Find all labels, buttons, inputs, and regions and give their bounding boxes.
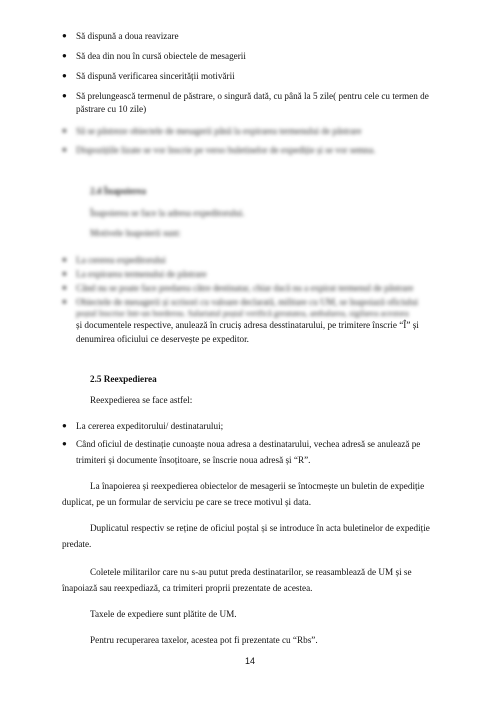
section-heading: 2.5 Reexpedierea (90, 374, 157, 384)
bullet-icon: ● (62, 126, 67, 135)
document-page: ● Să dispună a doua reavizare ● Să dea din nou în cursă obiectele de mesagerii ● Să dispună verificarea sincerității motivării ● Să prelungească termenul de păstrare, o singură dată, cu până la 5 zile( pentru cele cu termen de păstrare cu 10 zile) ● Să se păstreze obiectele de mesagerii până la expirarea termenului de păstrare ● Dispozițiile lizate se vor înscrie pe verso buletinelor de expediție și se vor semna. 2.4 Înapoierea Înapoierea se face la adresa expeditorului. Motivele înapoierii sunt: ● La cererea expeditorului ● La expirarea termenului de păstrare ● Când nu se poate face predarea către destinatar, chiar dacă nu a expirat termenul de păstrare ● Obiectele de mesagerii și scrisori cu valoare declarată, militare cu UM, se înapoiază oficiului poștal înscrise într-un borderou. Salariatul poștal verifică greutatea, ambalarea, sigilarea acestora și documentele respective, anulează în cruciș adresa desstinatarului, pe trimitere înscrie “Î” și denumirea oficiului ce deservește pe expeditor. 2.5 Reexpedierea Reexpedierea se face astfel: ● La cererea expeditorului/ destinatarului; ● Când oficiul de destinație cunoaște noua adresa a destinatarului, vechea adresă se anulează pe trimiteri și documente însoțitoare, se înscrie noua adresă și “R”. La înapoierea și reexpedierea obiectelor de mesagerii se întocmește un buletin de expediție duplicat, pe un formular de serviciu pe care se trece motivul și data. Duplicatul respectiv se reține de oficiul poștal și se introduce în acta buletinelor de expediție predate. Coletele militarilor care nu s-au putut preda destinatarilor, se reasamblează de UM și se înapoiază sau reexpediază, ca trimiteri proprii prezentate de acestea. Taxele de expediere sunt plătite de UM. Pentru recuperarea taxelor, acestea pot fi prezentate cu “Rbs”. 14 (0, 0, 500, 707)
bullet-icon: ● (62, 91, 67, 100)
bullet-icon: ● (62, 31, 67, 40)
bullet-icon: ● (62, 255, 67, 264)
list-item-continuation: păstrare cu 10 zile) (76, 104, 147, 114)
bullet-icon: ● (62, 439, 67, 448)
paragraph: Motivele înapoierii sunt: (90, 228, 181, 238)
bullet-icon: ● (62, 269, 67, 278)
bullet-icon: ● (62, 145, 67, 154)
paragraph-line: înapoiază sau reexpediază, ca trimiteri proprii prezentate de acestea. (62, 583, 313, 593)
paragraph-line: predate. (62, 539, 92, 549)
bullet-icon: ● (62, 297, 67, 306)
bullet-icon: ● (62, 421, 67, 430)
paragraph-line: poștal înscrise într-un borderou. Salariatul poștal verifică greutatea, ambalarea, sigilarea acestora (76, 308, 409, 318)
list-item-continuation: trimiteri și documente însoțitoare, se înscrie noua adresă și “R”. (76, 455, 311, 465)
paragraph-line: și documentele respective, anulează în cruciș adresa desstinatarului, pe trimitere înscrie “Î” și (76, 320, 419, 330)
paragraph: Reexpedierea se face astfel: (90, 395, 193, 405)
paragraph-line: denumirea oficiului ce deservește pe expeditor. (76, 334, 249, 344)
paragraph-line: Duplicatul respectiv se reține de oficiul poștal și se introduce în acta buletinelor de expediție (90, 523, 430, 533)
paragraph: Taxele de expediere sunt plătite de UM. (90, 609, 237, 619)
bullet-icon: ● (62, 283, 67, 292)
paragraph-line: La înapoierea și reexpedierea obiectelor de mesagerii se întocmește un buletin de expediție (90, 481, 425, 491)
bullet-icon: ● (62, 51, 67, 60)
page-number: 14 (244, 656, 255, 666)
paragraph-line: Coletele militarilor care nu s-au putut preda destinatarilor, se reasamblează de UM și se (90, 567, 412, 577)
paragraph: Înapoierea se face la adresa expeditorului. (90, 208, 245, 218)
section-heading: 2.4 Înapoierea (90, 186, 146, 196)
paragraph-line: duplicat, pe un formular de serviciu pe care se trece motivul și data. (62, 497, 311, 507)
paragraph: Pentru recuperarea taxelor, acestea pot fi prezentate cu “Rbs”. (90, 635, 318, 645)
bullet-icon: ● (62, 71, 67, 80)
